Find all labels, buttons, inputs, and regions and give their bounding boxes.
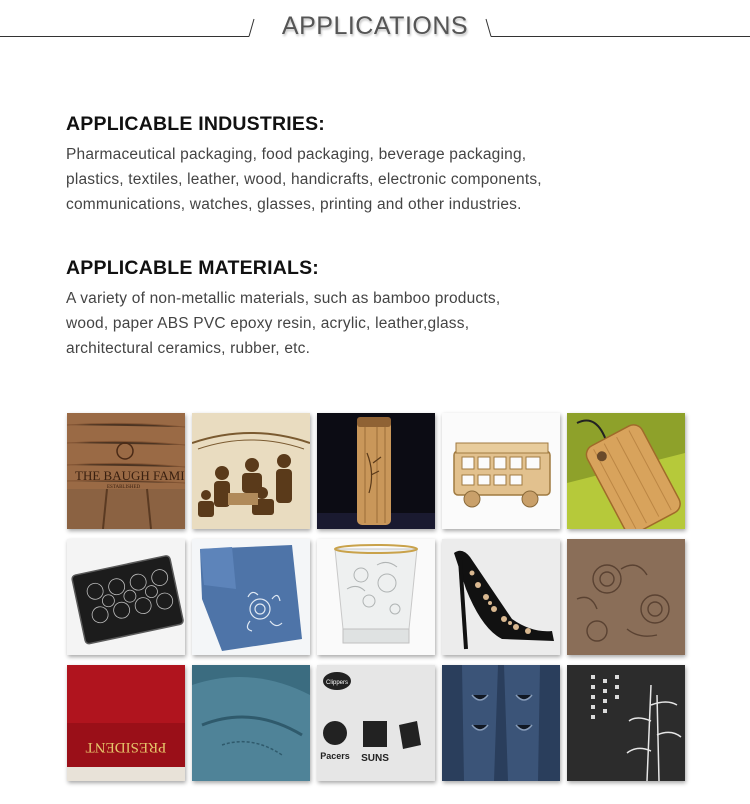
sample-leather-shoe — [442, 539, 560, 655]
sample-paper-engraving — [192, 413, 310, 529]
sample-wooden-bus — [442, 413, 560, 529]
sample-shirt-logos — [317, 665, 435, 781]
industries-line: plastics, textiles, leather, wood, handicrafts, electronic components, — [66, 171, 542, 188]
sample-bamboo-phone-case — [567, 413, 685, 529]
industries-line: communications, watches, glasses, printing and other industries. — [66, 196, 522, 213]
sample-leather-emboss — [567, 539, 685, 655]
sample-stone-engraving — [567, 665, 685, 781]
industries-line: Pharmaceutical packaging, food packaging, beverage packaging, — [66, 146, 527, 163]
industries-heading: APPLICABLE INDUSTRIES: — [66, 113, 325, 135]
wood-sign-subtext: ESTABLISHED — [107, 485, 141, 490]
logo-text-c: SUNS — [361, 753, 389, 764]
fabric-label-text: PRESIDENT — [85, 739, 167, 755]
sample-bamboo-bottle — [317, 413, 435, 529]
industries-section — [66, 113, 686, 217]
sample-rubber-shoe — [192, 665, 310, 781]
sample-leather-wallet — [67, 539, 185, 655]
sample-glass-cup — [317, 539, 435, 655]
materials-line: architectural ceramics, rubber, etc. — [66, 340, 311, 357]
industries-text — [66, 142, 686, 217]
sample-wood-sign — [67, 413, 185, 529]
page-title: APPLICATIONS — [281, 12, 469, 40]
sample-fabric-label — [67, 665, 185, 781]
section-header — [0, 0, 750, 50]
materials-heading: APPLICABLE MATERIALS: — [66, 257, 319, 279]
materials-text — [66, 286, 686, 361]
sample-gallery — [64, 409, 686, 781]
sample-denim-fabric — [192, 539, 310, 655]
sample-jeans — [442, 665, 560, 781]
materials-section — [66, 257, 686, 361]
materials-line: A variety of non-metallic materials, such as bamboo products, — [66, 290, 501, 307]
materials-line: wood, paper ABS PVC epoxy resin, acrylic, leather,glass, — [66, 315, 470, 332]
logo-text-a: Clippers — [325, 680, 349, 686]
wood-sign-text: THE BAUGH FAMI — [75, 468, 185, 483]
logo-text-b: Pacers — [320, 751, 350, 761]
